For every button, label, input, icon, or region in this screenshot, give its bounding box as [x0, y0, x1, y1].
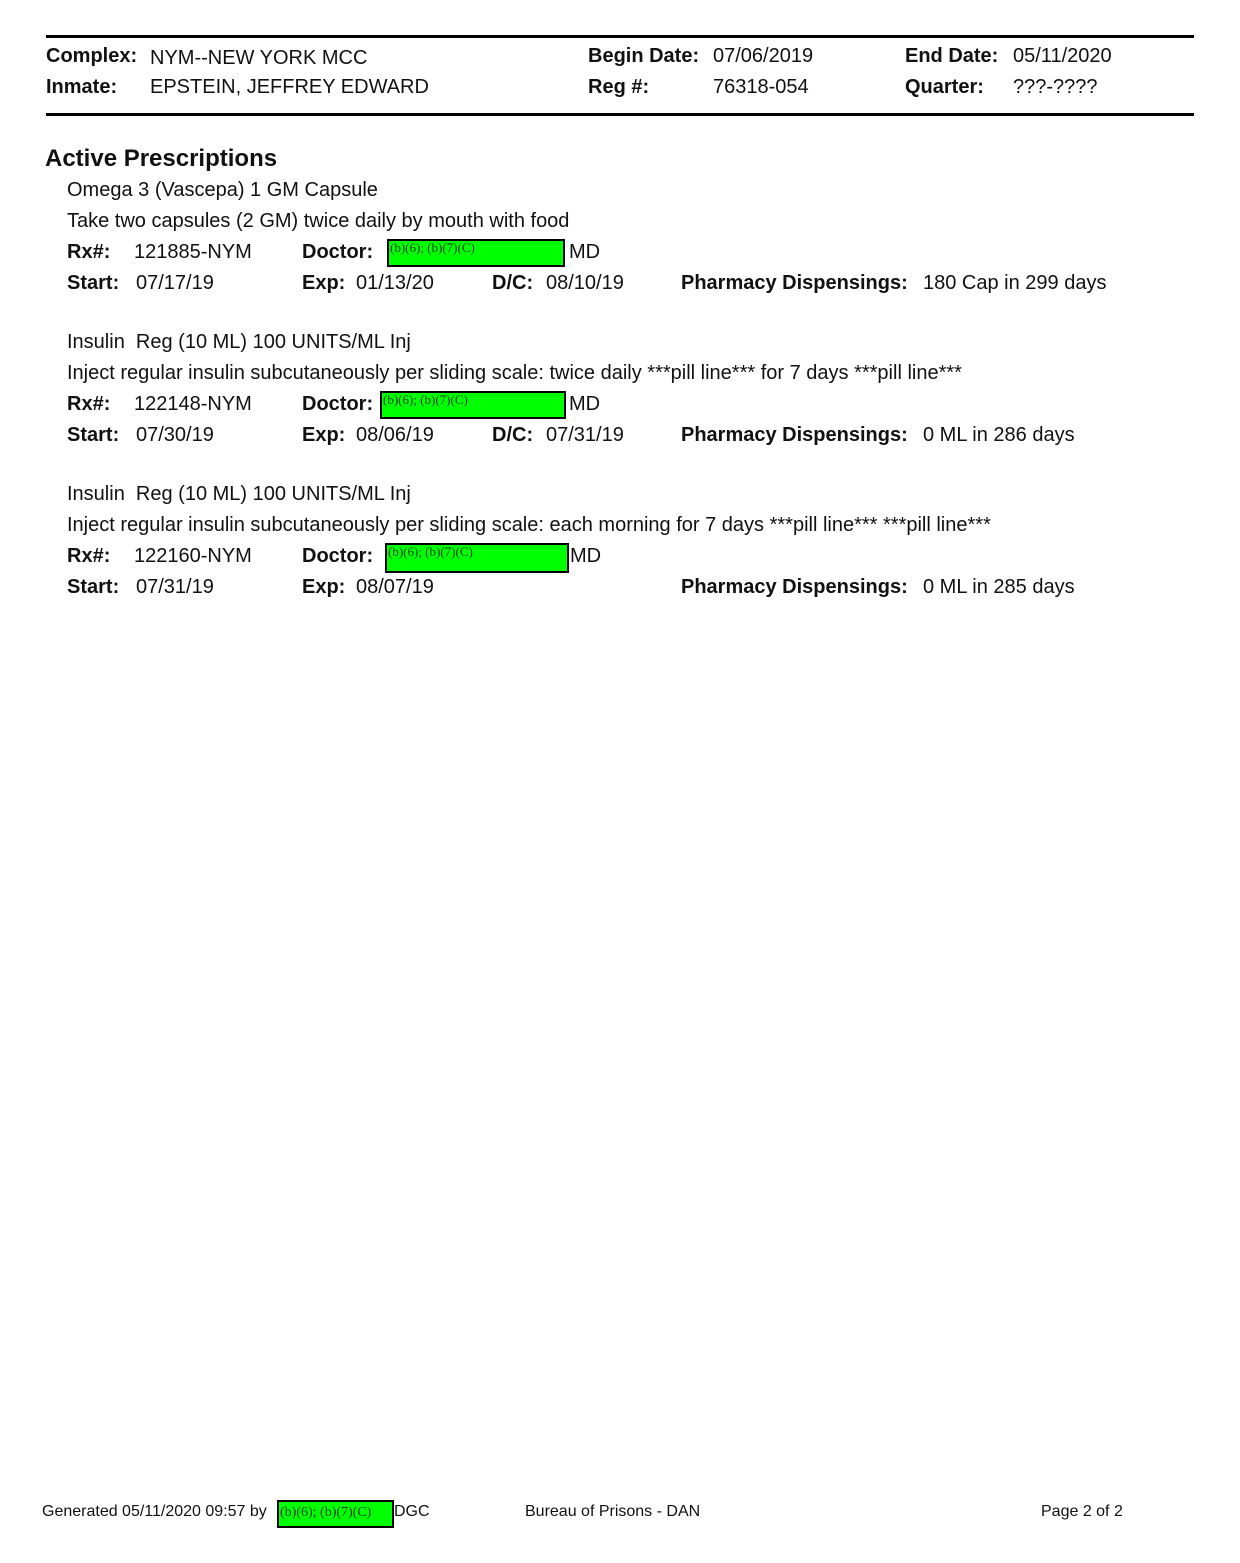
drug-instructions: Take two capsules (2 GM) twice daily by mouth with food	[67, 210, 570, 232]
drug-instructions: Inject regular insulin subcutaneously per sliding scale: twice daily ***pill line*** for 7 days ***pill line***	[67, 362, 962, 384]
exp-date: 08/06/19	[356, 424, 434, 446]
page-number: Page 2 of 2	[1041, 1503, 1123, 1520]
rx-number: 122160-NYM	[134, 545, 252, 567]
quarter-label: Quarter:	[905, 76, 984, 98]
exp-label: Exp:	[302, 272, 346, 294]
start-date: 07/31/19	[136, 576, 214, 598]
start-date: 07/17/19	[136, 272, 214, 294]
section-title: Active Prescriptions	[45, 145, 278, 172]
doctor-redaction: (b)(6); (b)(7)(C)	[385, 543, 569, 573]
complex-value: NYM--NEW YORK MCC	[150, 47, 368, 69]
pharmacy-label: Pharmacy Dispensings:	[681, 576, 908, 598]
complex-label: Complex:	[46, 45, 138, 67]
exp-label: Exp:	[302, 576, 346, 598]
doctor-label: Doctor:	[302, 241, 374, 263]
dc-date: 07/31/19	[546, 424, 624, 446]
reg-value: 76318-054	[713, 76, 809, 98]
drug-instructions: Inject regular insulin subcutaneously per sliding scale: each morning for 7 days ***pill line*** ***pill line***	[67, 514, 991, 536]
pharmacy-label: Pharmacy Dispensings:	[681, 424, 908, 446]
generated-suffix: DGC	[394, 1503, 430, 1520]
generated-by-redaction: (b)(6); (b)(7)(C)	[277, 1500, 394, 1528]
md-suffix: MD	[569, 393, 601, 415]
dc-label: D/C:	[492, 424, 534, 446]
start-label: Start:	[67, 424, 120, 446]
quarter-value: ???-????	[1013, 76, 1098, 98]
exp-date: 01/13/20	[356, 272, 434, 294]
inmate-value: EPSTEIN, JEFFREY EDWARD	[150, 76, 429, 98]
start-label: Start:	[67, 576, 120, 598]
exp-date: 08/07/19	[356, 576, 434, 598]
inmate-label: Inmate:	[46, 76, 118, 98]
rx-label: Rx#:	[67, 241, 111, 263]
dc-label: D/C:	[492, 272, 534, 294]
md-suffix: MD	[569, 241, 601, 263]
doctor-redaction: (b)(6); (b)(7)(C)	[380, 391, 566, 419]
end-date-value: 05/11/2020	[1013, 45, 1112, 67]
reg-label: Reg #:	[588, 76, 650, 98]
pharmacy-dispensings: 180 Cap in 299 days	[923, 272, 1107, 294]
pharmacy-label: Pharmacy Dispensings:	[681, 272, 908, 294]
doctor-redaction: (b)(6); (b)(7)(C)	[387, 239, 565, 267]
pharmacy-dispensings: 0 ML in 285 days	[923, 576, 1075, 598]
drug-name: Omega 3 (Vascepa) 1 GM Capsule	[67, 179, 378, 201]
doctor-label: Doctor:	[302, 393, 374, 415]
rx-label: Rx#:	[67, 393, 111, 415]
start-label: Start:	[67, 272, 120, 294]
drug-name: Insulin Reg (10 ML) 100 UNITS/ML Inj	[67, 483, 411, 505]
generated-text: Generated 05/11/2020 09:57 by	[42, 1503, 267, 1520]
footer-center: Bureau of Prisons - DAN	[525, 1503, 701, 1520]
begin-date-label: Begin Date:	[588, 45, 700, 67]
doctor-label: Doctor:	[302, 545, 374, 567]
md-suffix: MD	[570, 545, 602, 567]
header-top-rule	[46, 35, 1194, 38]
rx-number: 122148-NYM	[134, 393, 252, 415]
exp-label: Exp:	[302, 424, 346, 446]
rx-label: Rx#:	[67, 545, 111, 567]
begin-date-value: 07/06/2019	[713, 45, 814, 67]
dc-date: 08/10/19	[546, 272, 624, 294]
header-bottom-rule	[46, 113, 1194, 116]
pharmacy-dispensings: 0 ML in 286 days	[923, 424, 1075, 446]
drug-name: Insulin Reg (10 ML) 100 UNITS/ML Inj	[67, 331, 411, 353]
rx-number: 121885-NYM	[134, 241, 252, 263]
end-date-label: End Date:	[905, 45, 999, 67]
start-date: 07/30/19	[136, 424, 214, 446]
